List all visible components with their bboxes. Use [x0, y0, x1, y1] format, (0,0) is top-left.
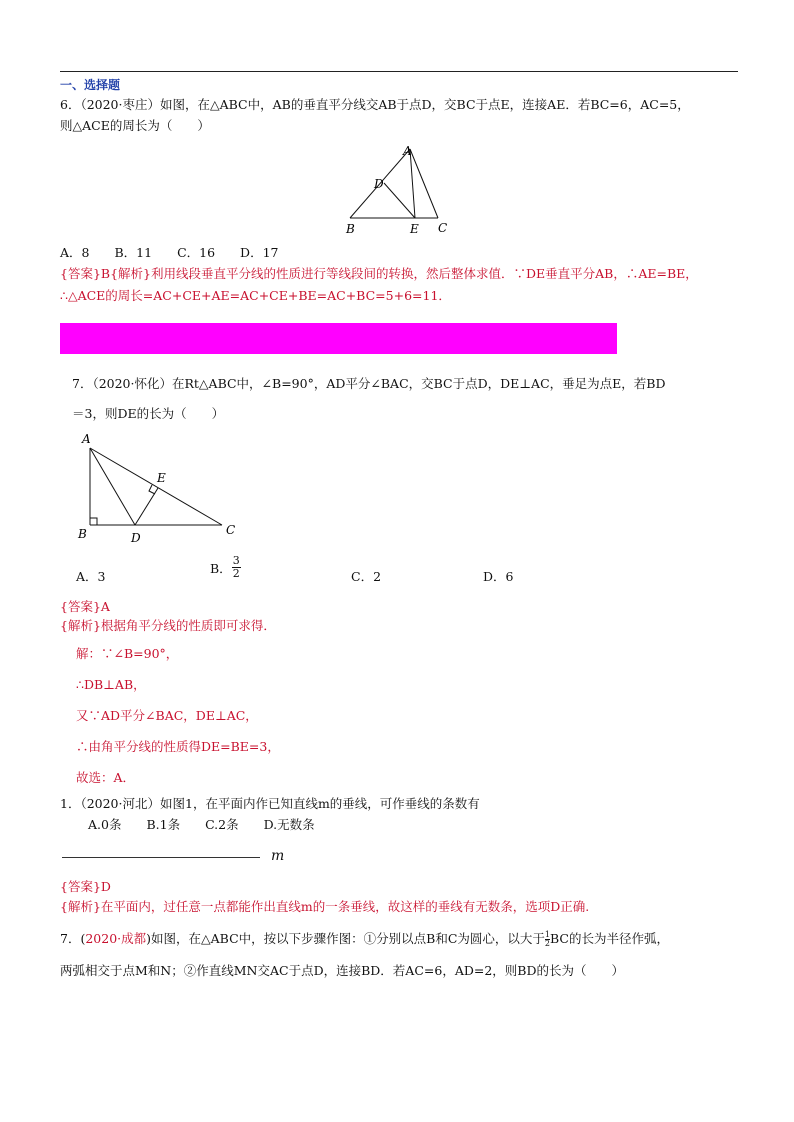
q7a-option-b-denominator: 2: [232, 567, 240, 580]
q7a-stem-line2: ＝3，则DE的长为（ ）: [72, 406, 225, 421]
q7a-option-d: D．6: [483, 569, 514, 584]
q7a-option-c: C．2: [351, 569, 382, 584]
q7b-text-b: BC的长为半径作弧，: [549, 931, 669, 946]
q7a-label-b: B: [78, 527, 87, 541]
q7b-fraction-denominator: 2: [544, 939, 550, 948]
q7a-right-angle-e: [149, 485, 155, 494]
q7b-stem-line2: 两弧相交于点M和N；②作直线MN交AC于点D，连接BD．若AC=6，AD=2，则BD的长为（ ）: [60, 963, 624, 978]
q7a-option-b: [210, 555, 241, 580]
q7a-solution-1: 解：∵∠B=90°，: [76, 646, 179, 661]
highlight-bar: [60, 323, 617, 354]
q7a-label-e: E: [157, 471, 166, 485]
q7a-solution-4: ∴由角平分线的性质得DE=BE=3，: [76, 739, 280, 754]
q6-stem-line2: 则△ACE的周长为（ ）: [60, 118, 210, 133]
q7a-analysis: {解析}根据角平分线的性质即可求得．: [60, 618, 276, 633]
q6-answer-line1: {答案}B{解析}利用线段垂直平分线的性质进行等线段间的转换，然后整体求值．∵DE垂直平分AB，∴AE=BE，: [60, 266, 698, 281]
q7a-right-triangle-figure: [75, 428, 245, 548]
q7a-option-b-prefix: B．: [210, 560, 232, 576]
section-title: 一、选择题: [60, 78, 121, 92]
q6-label-a: A: [403, 144, 412, 158]
q1-stem: 1．（2020·河北）如图1，在平面内作已知直线m的垂线，可作垂线的条数有: [60, 796, 480, 811]
q7b-stem-line1: [60, 929, 669, 948]
q7a-right-angle-b: [90, 518, 97, 525]
q7a-side-ac: [90, 448, 222, 525]
q1-line-label: m: [271, 848, 285, 864]
q7a-label-a: A: [82, 432, 91, 446]
q1-options: A.0条 B.1条 C.2条 D.无数条: [88, 817, 315, 832]
q1-answer: {答案}D: [60, 879, 111, 894]
q7a-answer: {答案}A: [60, 599, 110, 614]
q1-line-m: [62, 857, 260, 858]
q7a-label-c: C: [226, 523, 236, 537]
q7a-solution-3: 又∵AD平分∠BAC，DE⊥AC，: [76, 708, 258, 723]
q7a-option-b-fraction: [232, 555, 241, 580]
q7a-solution-2: ∴DB⊥AB，: [76, 677, 146, 692]
q7a-option-a: A．3: [76, 569, 106, 584]
q6-label-c: C: [438, 221, 448, 235]
q6-stem-line1: 6．（2020·枣庄）如图，在△ABC中，AB的垂直平分线交AB于点D，交BC于点E，连接AE．若BC=6，AC=5，: [60, 97, 690, 112]
q7a-label-d: D: [131, 531, 141, 545]
q6-triangle-figure: [340, 143, 460, 236]
q7a-solution-5: 故选：A．: [76, 770, 136, 785]
q7a-option-b-numerator: 3: [232, 554, 240, 567]
q6-options: A．8 B．11 C．16 D．17: [60, 245, 279, 260]
q6-answer-line2: ∴△ACE的周长=AC+CE+AE=AC+CE+BE=AC+BC=5+6=11．: [60, 288, 451, 303]
q6-label-b: B: [346, 222, 355, 236]
top-rule: [60, 71, 738, 72]
q7a-segment-ad: [90, 448, 135, 525]
q7b-source: 2020·成都: [85, 931, 147, 946]
q6-segment-de: [384, 183, 415, 218]
q7b-prefix: 7．(: [60, 931, 86, 946]
q6-label-d: D: [374, 177, 384, 191]
q7a-stem-line1: 7．（2020·怀化）在Rt△ABC中，∠B=90°，AD平分∠BAC，交BC于点D，DE⊥AC，垂足为点E，若BD: [72, 376, 666, 391]
q6-label-e: E: [410, 222, 419, 236]
q7b-fraction-numerator: 1: [544, 930, 550, 939]
q1-analysis: {解析}在平面内，过任意一点都能作出直线m的一条垂线，故这样的垂线有无数条，选项D正确.: [60, 899, 590, 914]
q7b-text-a: )如图，在△ABC中，按以下步骤作图：①分别以点B和C为圆心，以大于: [146, 931, 545, 946]
